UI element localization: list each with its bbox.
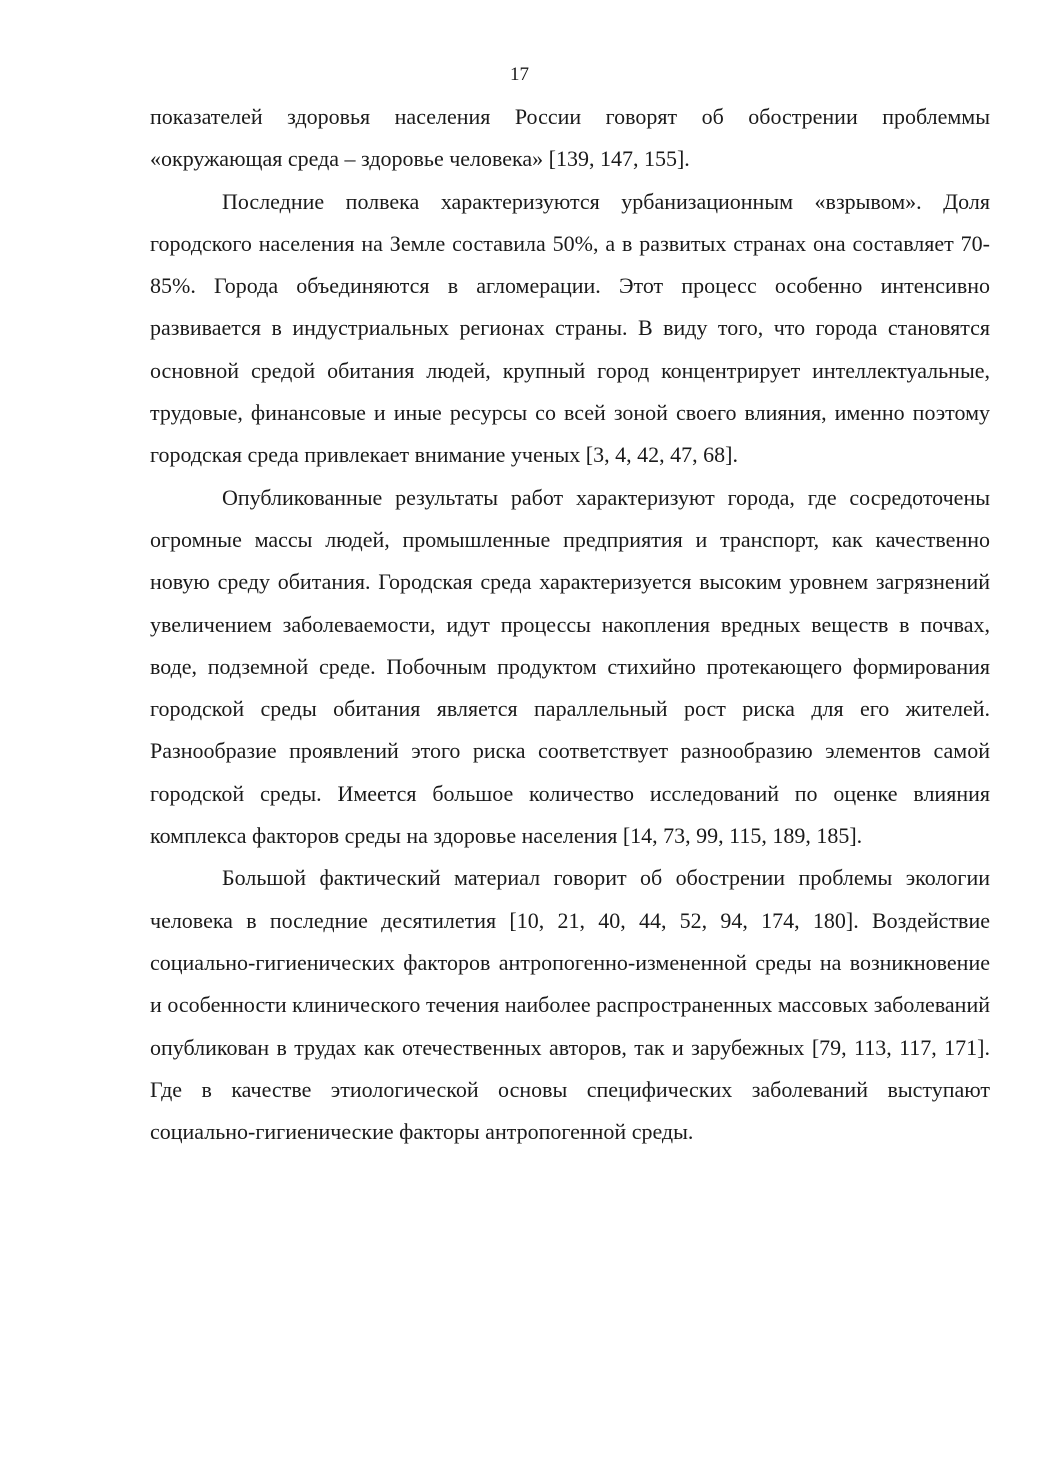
paragraph-2: Последние полвека характеризуются урбанизационным «взрывом». Доля городского населения на Земле составила 50%, а в развитых странах она составляет 70-85%. Города объединяются в агломерации. Этот процесс особенно интенсивно развивается в индустриальных регионах страны. В виду того, что города становятся основной средой обитания людей, крупный город концентрирует интеллектуальные, трудовые, финансовые и иные ресурсы со всей зоной своего влияния, именно поэтому городская среда привлекает внимание ученых [3, 4, 42, 47, 68]. xyxy=(150,188,990,468)
paragraph-3: Опубликованные результаты работ характеризуют города, где сосредоточены огромные массы людей, промышленные предприятия и транспорт, как качественно новую среду обитания. Городская среда характеризуется высоким уровнем загрязнений увеличением заболеваемости, идут процессы накопления вредных веществ в почвах, воде, подземной среде. Побочным продуктом стихийно протекающего формирования городской среды обитания является параллельный рост риска для его жителей. Разнообразие проявлений этого риска соответствует разнообразию элементов самой городской среды. Имеется большое количество исследований по оценке влияния комплекса факторов среды на здоровье населения [14, 73, 99, 115, 189, 185]. xyxy=(150,484,990,849)
body-text xyxy=(150,96,990,1153)
page-number: 17 xyxy=(510,64,529,85)
page-number-container xyxy=(0,62,1039,88)
paragraph-1: показателей здоровья населения России говорят об обострении проблеммы «окружающая среда – здоровье человека» [139, 147, 155]. xyxy=(150,104,990,172)
paragraph-4: Большой фактический материал говорит об обострении проблемы экологии человека в последние десятилетия [10, 21, 40, 44, 52, 94, 174, 180]. Воздействие социально-гигиенических факторов антропогенно-измененной среды на возникновение и особенности клинического течения наиболее распространенных массовых заболеваний опубликован в трудах как отечественных авторов, так и зарубежных [79, 113, 117, 171]. Где в качестве этиологической основы специфических заболеваний выступают социально-гигиенические факторы антропогенной среды. xyxy=(150,865,990,1145)
